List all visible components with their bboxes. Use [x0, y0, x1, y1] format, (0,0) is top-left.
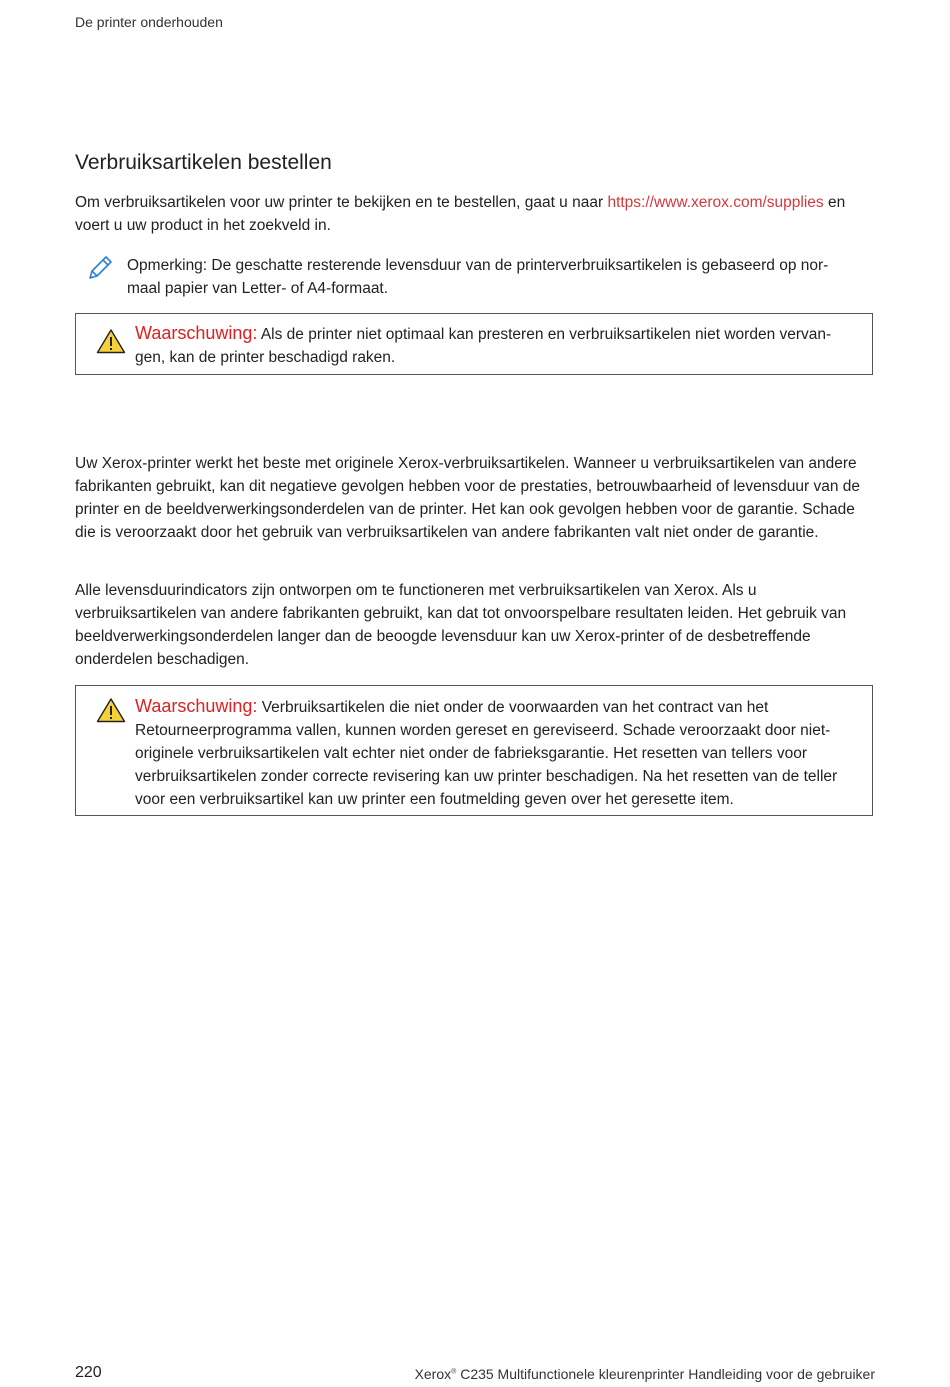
- section-title: Verbruiksartikelen bestellen: [75, 151, 332, 174]
- intro-paragraph: [75, 191, 875, 237]
- note-text: Opmerking: De geschatte resterende levensduur van de printerverbruiksartikelen is gebaseerd op nor- maal papier van Letter- of A4-formaat.: [127, 257, 829, 297]
- note-block: [86, 254, 866, 300]
- intro-text: Om verbruiksartikelen voor uw printer te bekijken en te bestellen, gaat u naar: [75, 194, 608, 211]
- footer-title: [415, 1366, 875, 1382]
- footer-brand: Xerox: [414, 1366, 452, 1382]
- warning-box-2: [75, 685, 873, 816]
- body-paragraph-2: Alle levensduurindicators zijn ontworpen om te functioneren met verbruiksartikelen van Xerox. Als u verbruiksartikelen van andere fabrikanten gebruikt, kan dat tot onvoorspelbare resultaten leiden. Het gebruik van beeldverwerkingsonderdelen langer dan de beoogde levensduur kan uw Xerox-printer of de desbetreffende onderdelen beschadigen.: [75, 582, 847, 668]
- warning-label-2: Waarschuwing:: [135, 696, 258, 716]
- warning-body-2: Verbruiksartikelen die niet onder de voorwaarden van het contract van het Retourneerprogramma vallen, kunnen worden gereset en gereviseerd. Schade veroorzaakt door niet- originele verbruiksartikelen valt echter niet onder de fabrieksgarantie. Het resetten van tellers voor verbruiksartikelen zonder correcte revisering kan uw printer beschadigen. Na het resetten van de teller voor een verbruiksartikel kan uw printer een foutmelding geven over het geresette item.: [135, 699, 838, 808]
- intro-text-end: en voert u uw product in het zoekveld in.: [75, 194, 846, 234]
- trademark-symbol: ®: [451, 1368, 457, 1376]
- warning-box-1: [75, 313, 873, 375]
- warning-triangle-icon: [96, 328, 126, 354]
- running-header: De printer onderhouden: [75, 14, 223, 30]
- pencil-note-icon: [86, 254, 114, 282]
- warning-label-1: Waarschuwing:: [135, 323, 258, 343]
- body-paragraph-1: Uw Xerox-printer werkt het beste met originele Xerox-verbruiksartikelen. Wanneer u verbruiksartikelen van andere fabrikanten gebruikt, kan dit negatieve gevolgen hebben voor de prestaties, betrouwbaarheid of levensduur van de printer en de beeldverwerkingsonderdelen van de printer. Het kan ook gevolgen hebben voor de garantie. Schade die is veroorzaakt door het gebruik van verbruiksartikelen van andere fabrikanten valt niet onder de garantie.: [75, 455, 861, 541]
- supplies-link[interactable]: https://www.xerox.com/supplies: [607, 194, 824, 211]
- warning-body-1: Als de printer niet optimaal kan presteren en verbruiksartikelen niet worden vervan- gen, kan de printer beschadigd raken.: [135, 326, 832, 366]
- warning-text-1: [135, 322, 860, 369]
- warning-text-2: [135, 695, 860, 811]
- footer-product-title: C235 Multifunctionele kleurenprinter Handleiding voor de gebruiker: [456, 1366, 875, 1382]
- warning-triangle-icon: [96, 697, 126, 723]
- page-number: 220: [75, 1364, 102, 1381]
